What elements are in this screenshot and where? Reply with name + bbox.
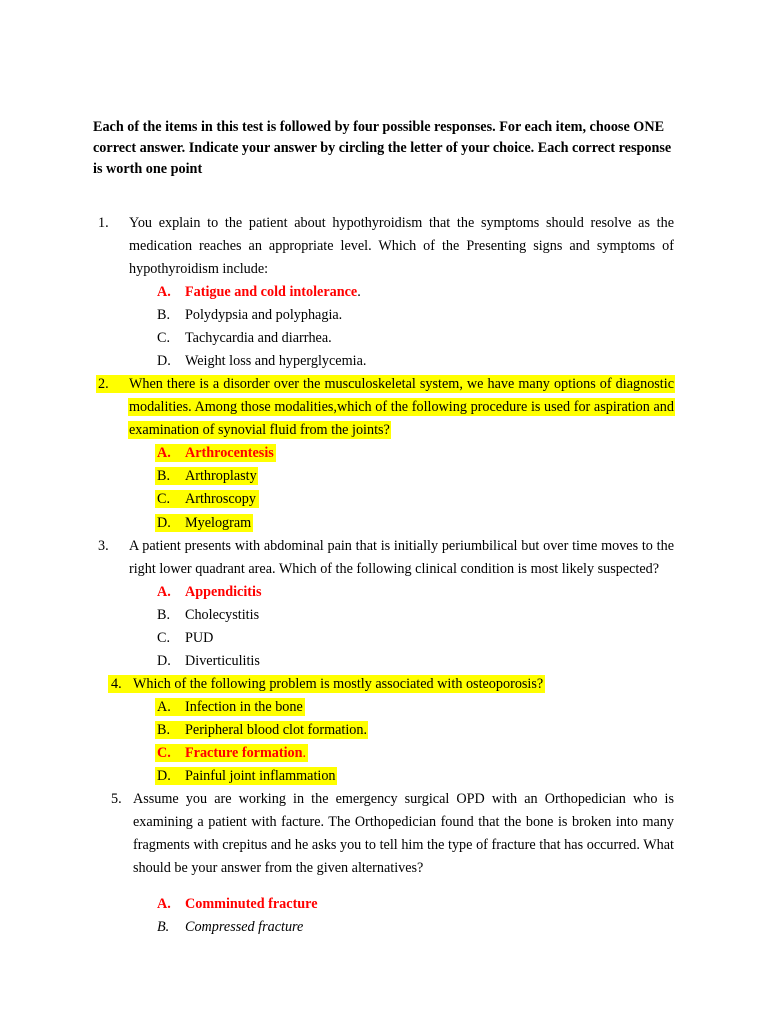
q2-option-d-letter: D. [157,515,171,531]
q3-option-b-letter: B. [157,607,171,623]
question-3-line-2: right lower quadrant area. Which of the following clinical condition is most likely suspected? [129,561,660,577]
q1-option-a [185,283,361,301]
q1-option-c-text: Tachycardia and diarrhea. [185,330,332,346]
test-instructions: Each of the items in this test is followed by four possible responses. For each item, choose ONE correct answer. Indicate your answer by circling the letter of your choice. Each correct response is worth one point [93,119,672,177]
q1-option-b-letter: B. [157,307,171,323]
q4-option-b-letter: B. [157,722,171,738]
question-2-line-3: examination of synovial fluid from the joints? [129,422,390,438]
q1-option-a-letter: A. [157,284,171,300]
q4-option-c-text: Fracture formation [185,745,303,761]
q3-option-a-text: Appendicitis [185,584,262,600]
q5-option-a-text: Comminuted fracture [185,896,318,912]
q2-option-a-text: Arthrocentesis [185,445,274,461]
q3-option-b-text: Cholecystitis [185,607,260,623]
question-4-number: 4. [111,676,122,692]
q3-option-a-letter: A. [157,584,171,600]
q2-option-c-letter: C. [157,491,171,507]
question-5-line-1: Assume you are working in the emergency surgical OPD with an Orthopedician who is [133,791,674,807]
q4-option-a-letter: A. [157,699,171,715]
q3-option-d-letter: D. [157,653,171,669]
q4-option-c [185,744,306,762]
q4-option-b-text: Peripheral blood clot formation. [185,722,368,738]
q3-option-c-letter: C. [157,630,171,646]
q2-option-b-text: Arthroplasty [185,468,257,484]
q3-option-c-text: PUD [185,630,214,646]
question-4-text: Which of the following problem is mostly associated with osteoporosis? [133,676,544,692]
question-3-number: 3. [98,538,109,554]
question-2-line-1: When there is a disorder over the musculoskeletal system, we have many options of diagnostic [129,376,674,392]
q4-option-a-text: Infection in the bone [185,699,303,715]
q4-option-c-letter: C. [157,745,171,761]
question-1-line-2: medication reaches an appropriate level. Which of the Presenting signs and symptoms of [129,238,674,254]
question-3-line-1: A patient presents with abdominal pain that is initially periumbilical but over time moves to the [129,538,674,554]
q1-option-a-suffix: . [357,284,361,300]
q2-option-c-text: Arthroscopy [185,491,256,507]
q1-option-a-text: Fatigue and cold intolerance [185,284,358,300]
q5-option-b-letter: B. [157,919,170,935]
q1-option-c-letter: C. [157,330,171,346]
question-5-line-2: examining a patient with facture. The Orthopedician found that the bone is broken into many [133,814,674,830]
q5-option-b-text: Compressed fracture [185,919,304,935]
q1-option-b-text: Polydypsia and polyphagia. [185,307,343,323]
q2-option-b-letter: B. [157,468,171,484]
q4-option-d-text: Painful joint inflammation [185,768,336,784]
question-5-line-3: fragments with crepitus and he asks you to tell him the type of fracture that has occurred. What [133,837,674,853]
q1-option-d-text: Weight loss and hyperglycemia. [185,353,367,369]
q2-option-a-letter: A. [157,445,171,461]
q4-option-c-suffix: . [302,745,307,761]
question-1-line-1: You explain to the patient about hypothyroidism that the symptoms should resolve as the [129,215,674,231]
q2-option-d-text: Myelogram [185,515,252,531]
question-2-line-2: modalities. Among those modalities,which of the following procedure is used for aspiration and [129,399,674,415]
question-1-line-3: hypothyroidism include: [129,261,269,277]
q1-option-d-letter: D. [157,353,171,369]
q3-option-d-text: Diverticulitis [185,653,260,669]
question-5-line-4: should be your answer from the given alternatives? [133,860,424,876]
q4-option-d-letter: D. [157,768,171,784]
question-1-number: 1. [98,215,109,231]
question-5-number: 5. [111,791,122,807]
q5-option-a-letter: A. [157,896,171,912]
question-2-number: 2. [98,376,109,392]
